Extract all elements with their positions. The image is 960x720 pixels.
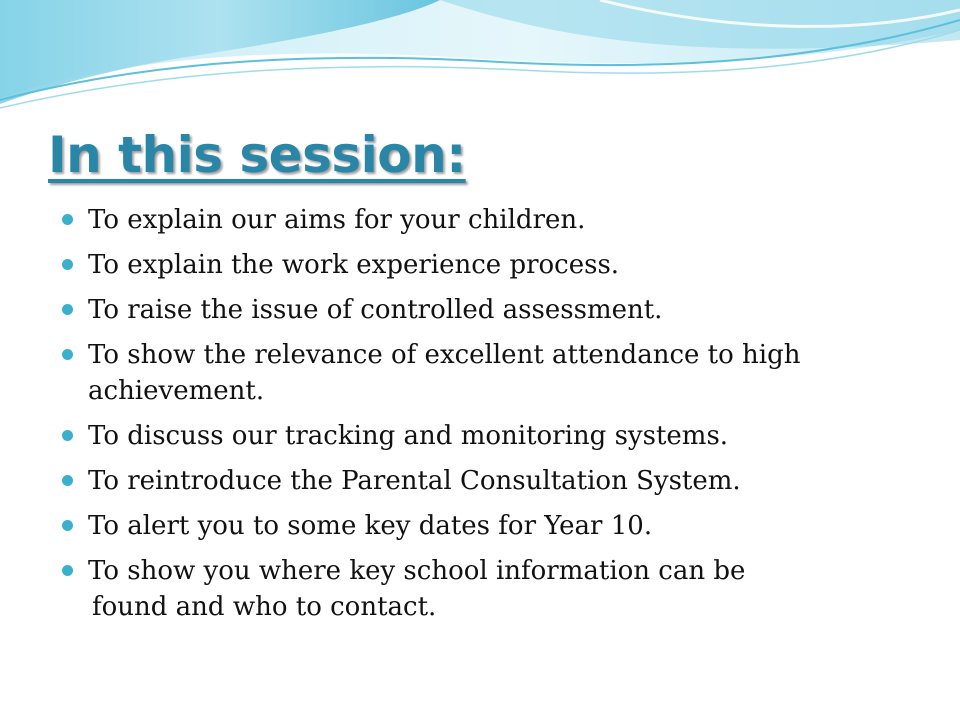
bullet-list [62,202,922,632]
bullet-item [62,508,922,544]
bullet-item [62,247,922,283]
slide-title: In this session: [48,126,466,184]
bullet-text: To discuss our tracking and monitoring systems. [88,421,729,451]
bullet-item [62,292,922,328]
bullet-item [62,463,922,499]
bullet-dot-icon [62,214,73,225]
header-wave-decoration [0,0,960,120]
bullet-item [62,418,922,454]
bullet-dot-icon [62,259,73,270]
bullet-item [62,553,922,625]
bullet-item [62,337,922,409]
bullet-text: To explain the work experience process. [88,250,620,280]
bullet-dot-icon [62,430,73,441]
bullet-text: To explain our aims for your children. [88,205,586,235]
bullet-dot-icon [62,349,73,360]
bullet-continuation-text: found and who to contact. [92,592,437,622]
bullet-dot-icon [62,565,73,576]
bullet-item [62,202,922,238]
bullet-text: To alert you to some key dates for Year 10. [88,511,653,541]
bullet-text: To show you where key school information can be [88,556,746,586]
bullet-dot-icon [62,304,73,315]
bullet-text: To raise the issue of controlled assessment. [88,295,663,325]
bullet-text: To show the relevance of excellent attendance to high achievement. [88,340,801,406]
bullet-dot-icon [62,520,73,531]
bullet-dot-icon [62,475,73,486]
bullet-text: To reintroduce the Parental Consultation System. [88,466,741,496]
